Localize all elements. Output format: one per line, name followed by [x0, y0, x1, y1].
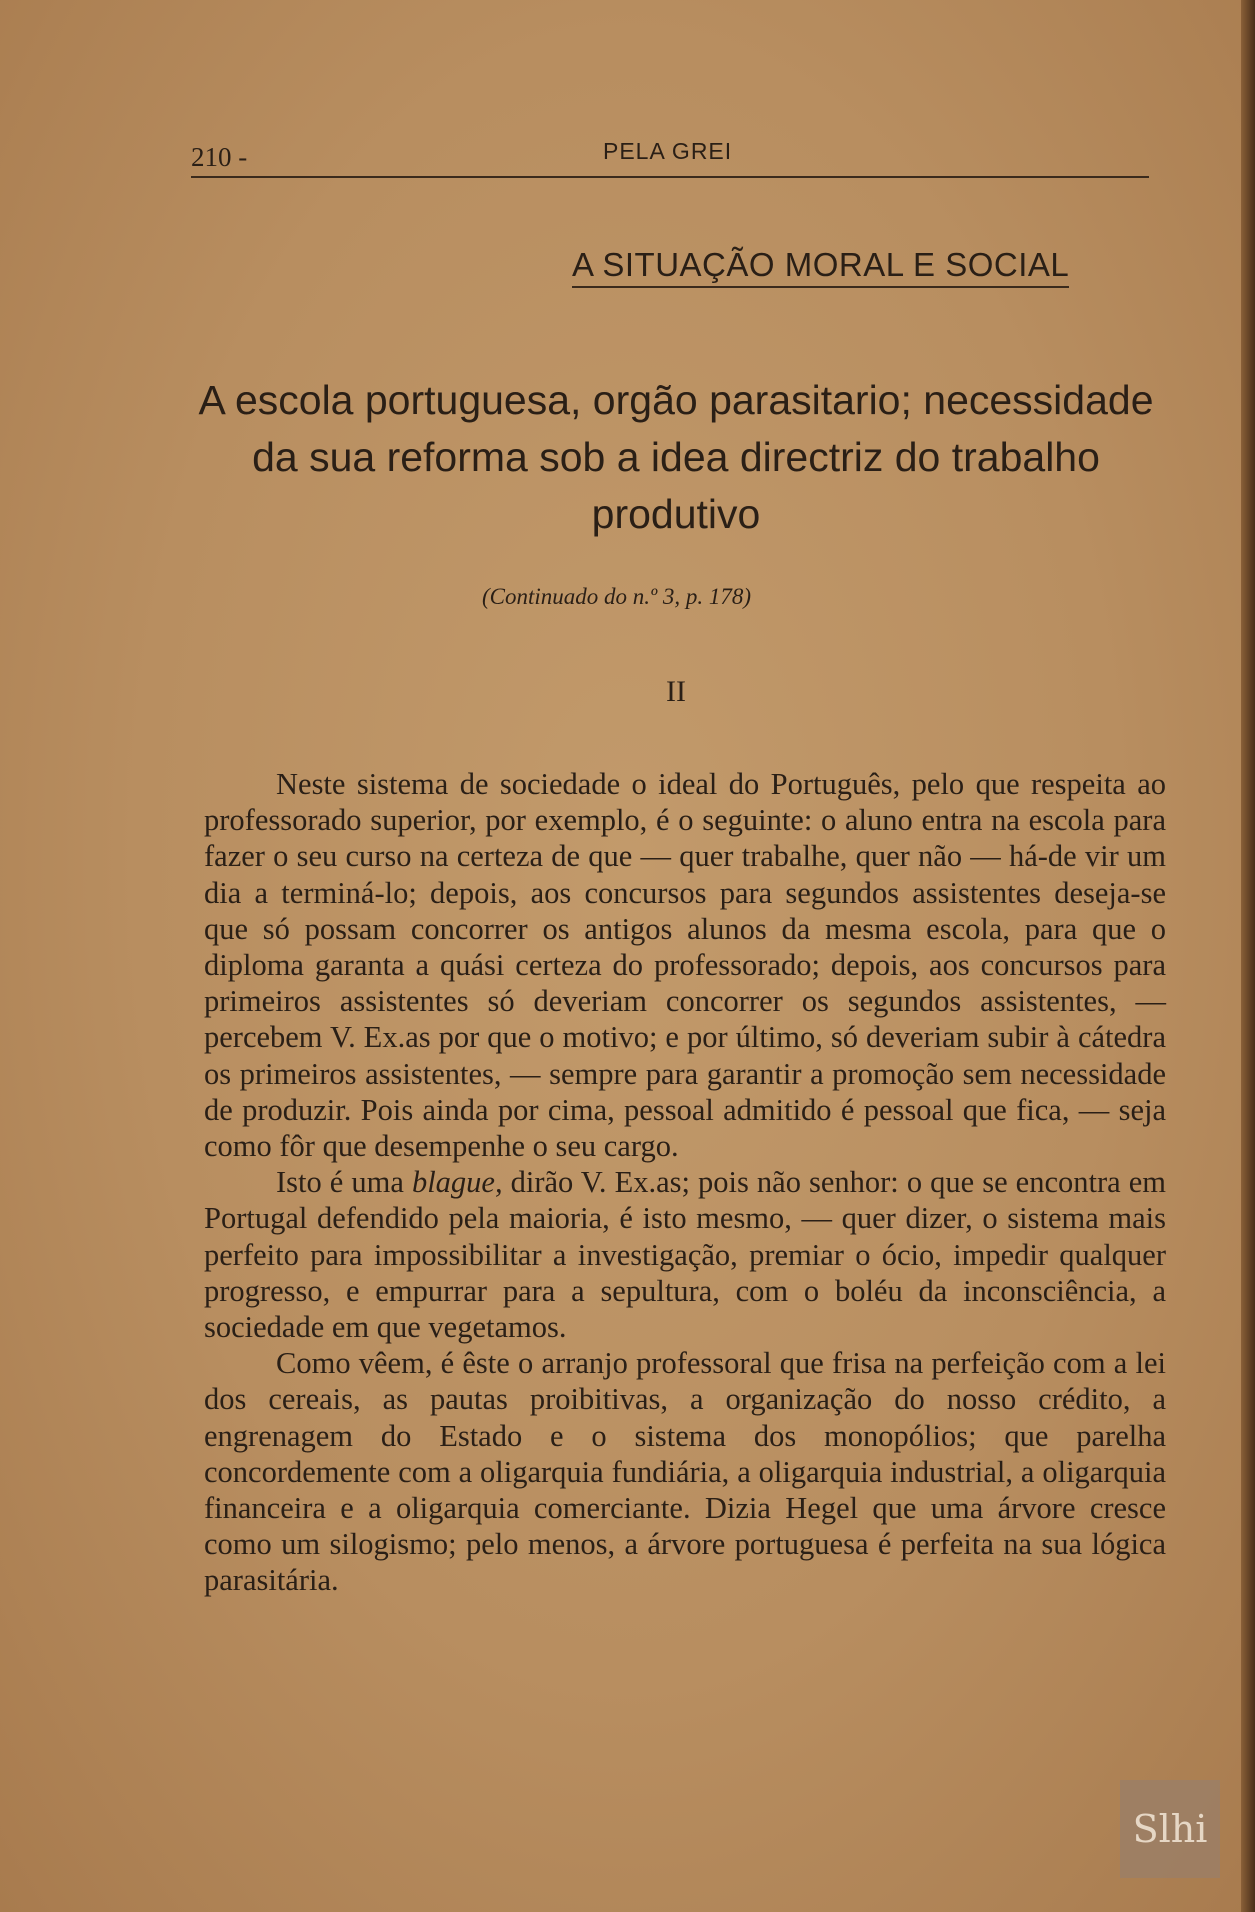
section-heading: A SITUAÇÃO MORAL E SOCIAL — [572, 246, 1069, 288]
running-head — [191, 136, 1149, 178]
paragraph-1 — [204, 766, 1166, 1164]
paragraph-text: Como vêem, é êste o arranjo professoral que frisa na perfeição com a lei dos cereais, as pautas proibitivas, a organização do nosso crédito, a engrenagem do Estado e o sistema dos monopólios; que parelha concordemente com a oligarquia fundiária, a oligarquia industrial, a oligarquia financeira e a oligarquia comerciante. Dizia Hegel que uma árvore cresce como um silogismo; pelo menos, a árvore portuguesa é perfeita na sua lógica parasitária. — [204, 1346, 1166, 1598]
article-title: A escola portuguesa, orgão parasitario; necessidade da sua reforma sob a idea directriz do trabalho produtivo — [198, 377, 1154, 537]
emphasized-word: blague, — [411, 1165, 503, 1200]
paragraph-text: Isto é uma — [276, 1165, 412, 1200]
paragraph-text: Neste sistema de sociedade o ideal do Português, pelo que respeita ao professorado superior, por exemplo, é o seguinte: o aluno entra na escola para fazer o seu curso na certeza de que — quer trabalhe, quer não — há-de vir um dia a terminá-lo; depois, aos concursos para segundos assistentes deseja-se que só possam concorrer os antigos alunos da mesma escola, para que o diploma garanta a quási certeza do professorado; depois, aos concursos para primeiros assistentes só deveriam concorrer os segundos assistentes, — percebem V. Ex.as por que o motivo; e por último, só deveriam subir à cátedra os primeiros assistentes, — sempre para garantir a promoção sem necessidade de produzir. Pois ainda por cima, pessoal admitido é pessoal que fica, — seja como fôr que desempenhe o seu cargo. — [204, 767, 1166, 1164]
journal-name: PELA GREI — [603, 138, 733, 164]
library-watermark: Slhi — [1120, 1780, 1220, 1878]
continuation-note: (Continuado do n.º 3, p. 178) — [482, 584, 752, 609]
paragraph-2 — [204, 1164, 1166, 1345]
article-body — [204, 766, 1166, 1599]
paragraph-text: dirão V. Ex.as; pois não senhor: o que se encontra em Portugal defendido pela maioria, é isto mesmo, — quer dizer, o sistema mais perfeito para impossibilitar a investigação, premiar o ócio, impedir qualquer progresso, e empurrar para a sepultura, com o boléu da inconsciência, a sociedade em que vegetamos. — [204, 1165, 1166, 1345]
paragraph-3 — [204, 1345, 1166, 1598]
page-number: 210 - — [191, 142, 248, 172]
part-numeral: II — [666, 675, 686, 708]
